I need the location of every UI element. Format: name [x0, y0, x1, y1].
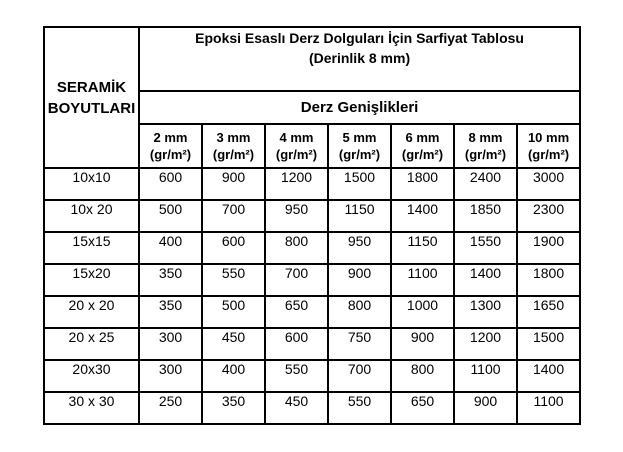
value-cell: 800 [328, 296, 391, 328]
column-width-label: 5 mm [342, 130, 377, 145]
tile-size-cell: 15x15 [44, 232, 139, 264]
value-cell: 800 [265, 232, 328, 264]
value-cell: 1800 [517, 264, 580, 296]
tile-size-cell: 10x 20 [44, 200, 139, 232]
column-unit-label: (gr/m²) [275, 147, 318, 162]
tile-size-cell: 20 x 20 [44, 296, 139, 328]
value-cell: 350 [139, 296, 202, 328]
value-cell: 400 [202, 360, 265, 392]
table-row-15x20 [44, 264, 580, 296]
table-row-20x30 [44, 360, 580, 392]
column-width-label: 3 mm [216, 130, 251, 145]
value-cell: 300 [139, 328, 202, 360]
tile-size-cell: 20 x 25 [44, 328, 139, 360]
column-unit-label: (gr/m²) [527, 147, 570, 162]
column-header-6mm [391, 124, 454, 168]
value-cell: 500 [139, 200, 202, 232]
value-cell: 1100 [517, 392, 580, 424]
value-cell: 950 [265, 200, 328, 232]
column-width-label: 10 mm [527, 130, 570, 145]
value-cell: 1400 [517, 360, 580, 392]
value-cell: 950 [328, 232, 391, 264]
value-cell: 2400 [454, 168, 517, 200]
title-row [44, 27, 580, 91]
value-cell: 400 [139, 232, 202, 264]
column-header-5mm [328, 124, 391, 168]
column-unit-label: (gr/m²) [401, 147, 444, 162]
value-cell: 450 [202, 328, 265, 360]
table-row-20x20 [44, 296, 580, 328]
column-unit-label: (gr/m²) [464, 147, 507, 162]
value-cell: 550 [202, 264, 265, 296]
column-unit-label: (gr/m²) [149, 147, 192, 162]
value-cell: 1150 [328, 200, 391, 232]
value-cell: 1000 [391, 296, 454, 328]
value-cell: 700 [265, 264, 328, 296]
column-header-10mm [517, 124, 580, 168]
value-cell: 900 [202, 168, 265, 200]
value-cell: 550 [328, 392, 391, 424]
table-row-20x25 [44, 328, 580, 360]
table-title-cell [139, 27, 580, 91]
table-row-15x15 [44, 232, 580, 264]
value-cell: 700 [202, 200, 265, 232]
value-cell: 650 [265, 296, 328, 328]
value-cell: 700 [328, 360, 391, 392]
value-cell: 1650 [517, 296, 580, 328]
value-cell: 1100 [391, 264, 454, 296]
row-header-label: SERAMİK BOYUTLARI [47, 78, 136, 117]
value-cell: 550 [265, 360, 328, 392]
column-unit-label: (gr/m²) [338, 147, 381, 162]
value-cell: 450 [265, 392, 328, 424]
value-cell: 1550 [454, 232, 517, 264]
value-cell: 750 [328, 328, 391, 360]
column-group-header: Derz Genişlikleri [139, 91, 580, 124]
column-width-label: 4 mm [279, 130, 314, 145]
value-cell: 1200 [265, 168, 328, 200]
column-width-label: 2 mm [153, 130, 188, 145]
column-header-3mm [202, 124, 265, 168]
value-cell: 900 [328, 264, 391, 296]
table-title-line2: (Derinlik 8 mm) [308, 50, 411, 66]
tile-size-cell: 15x20 [44, 264, 139, 296]
column-width-label: 8 mm [468, 130, 503, 145]
table-row-10x10 [44, 168, 580, 200]
column-header-2mm [139, 124, 202, 168]
value-cell: 900 [391, 328, 454, 360]
value-cell: 1100 [454, 360, 517, 392]
value-cell: 1800 [391, 168, 454, 200]
table-row-10x20 [44, 200, 580, 232]
value-cell: 650 [391, 392, 454, 424]
value-cell: 600 [202, 232, 265, 264]
value-cell: 1500 [517, 328, 580, 360]
tile-size-cell: 10x10 [44, 168, 139, 200]
value-cell: 1850 [454, 200, 517, 232]
value-cell: 3000 [517, 168, 580, 200]
value-cell: 350 [139, 264, 202, 296]
tile-size-cell: 30 x 30 [44, 392, 139, 424]
row-header-title-cell [44, 27, 139, 168]
value-cell: 1400 [391, 200, 454, 232]
value-cell: 2300 [517, 200, 580, 232]
column-header-8mm [454, 124, 517, 168]
consumption-table [43, 26, 581, 425]
column-width-label: 6 mm [405, 130, 440, 145]
table-title-line1: Epoksi Esaslı Derz Dolguları İçin Sarfiyat Tablosu [195, 30, 524, 46]
value-cell: 1500 [328, 168, 391, 200]
tile-size-cell: 20x30 [44, 360, 139, 392]
value-cell: 900 [454, 392, 517, 424]
value-cell: 300 [139, 360, 202, 392]
value-cell: 500 [202, 296, 265, 328]
column-header-4mm [265, 124, 328, 168]
value-cell: 1300 [454, 296, 517, 328]
value-cell: 600 [265, 328, 328, 360]
value-cell: 800 [391, 360, 454, 392]
value-cell: 600 [139, 168, 202, 200]
value-cell: 250 [139, 392, 202, 424]
value-cell: 1200 [454, 328, 517, 360]
column-unit-label: (gr/m²) [212, 147, 255, 162]
value-cell: 1150 [391, 232, 454, 264]
value-cell: 1400 [454, 264, 517, 296]
value-cell: 350 [202, 392, 265, 424]
table-row-30x30 [44, 392, 580, 424]
value-cell: 1900 [517, 232, 580, 264]
